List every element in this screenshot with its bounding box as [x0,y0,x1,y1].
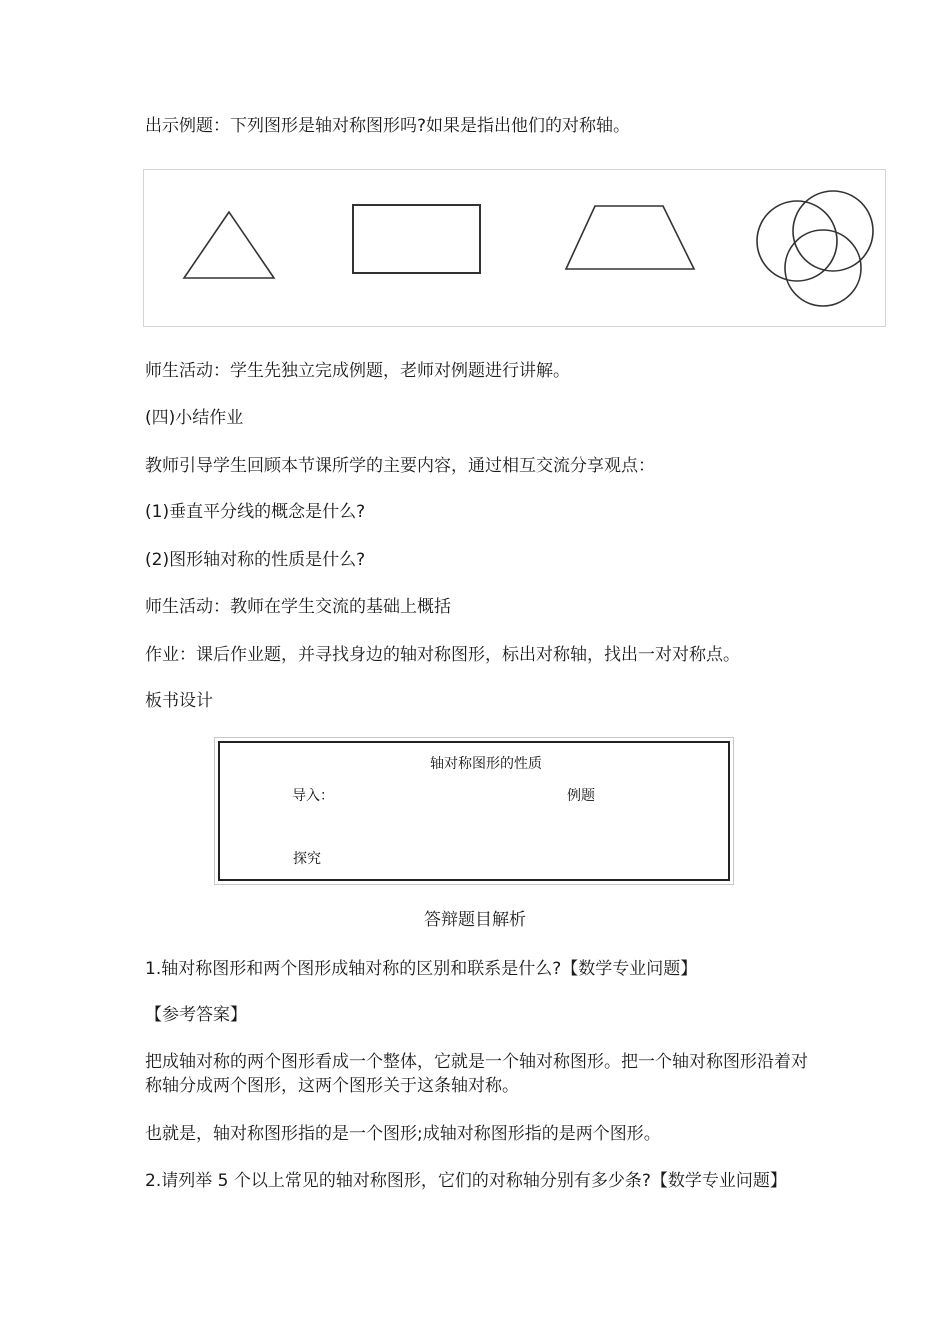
answer-label: 【参考答案】 [145,1005,247,1025]
board-design-heading: 板书设计 [145,691,213,711]
board-explore-label: 探究 [293,851,321,867]
triangle-icon [184,212,274,278]
answer-paragraph: 也就是，轴对称图形指的是一个图形;成轴对称图形指的是两个图形。 [145,1124,661,1144]
figure-box [143,169,886,327]
question-item: (2)图形轴对称的性质是什么? [145,550,366,570]
paragraph: 作业：课后作业题，并寻找身边的轴对称图形，标出对称轴，找出一对对称点。 [145,645,740,665]
paragraph: 师生活动：学生先独立完成例题，老师对例题进行讲解。 [145,361,570,381]
question-2: 2.请列举 5 个以上常见的轴对称图形，它们的对称轴分别有多少条?【数学专业问题】 [145,1171,787,1191]
board-example-label: 例题 [567,788,595,804]
board-intro-label: 导入： [292,788,334,804]
trapezoid-icon [566,206,694,269]
paragraph: 师生活动：教师在学生交流的基础上概括 [145,597,451,617]
paragraph: 教师引导学生回顾本节课所学的主要内容，通过相互交流分享观点： [145,456,655,476]
rectangle-icon [353,205,480,273]
answer-paragraph: 把成轴对称的两个图形看成一个整体，它就是一个轴对称图形。把一个轴对称图形沿着对称轴分成两个图形，这两个图形关于这条轴对称。 [145,1052,808,1096]
section-title: 答辩题目解析 [424,910,526,930]
three-circles-icon [757,191,873,306]
section-heading: (四)小结作业 [145,408,244,428]
intro-text: 出示例题：下列图形是轴对称图形吗?如果是指出他们的对称轴。 [145,116,631,136]
question-item: (1)垂直平分线的概念是什么? [145,502,366,522]
board-title: 轴对称图形的性质 [430,756,542,772]
question-1: 1.轴对称图形和两个图形成轴对称的区别和联系是什么?【数学专业问题】 [145,959,698,979]
